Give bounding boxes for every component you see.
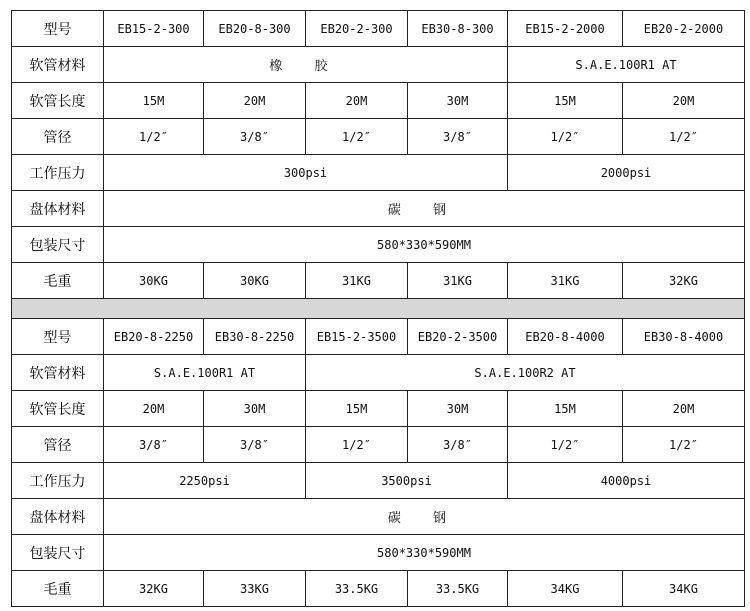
body-material-row: [12, 191, 745, 227]
body-material-label: 盘体材料: [12, 499, 104, 535]
hose-length-label: 软管长度: [12, 391, 104, 427]
diameter-label: 管径: [12, 427, 104, 463]
pressure-row: [12, 155, 745, 191]
hose-material-row: [12, 47, 745, 83]
diameter-cell: 3/8″: [204, 427, 306, 463]
spec-table-container: [11, 10, 744, 607]
hose-material-cell: 橡 胶: [104, 47, 508, 83]
diameter-cell: 3/8″: [204, 119, 306, 155]
separator-band: [12, 299, 745, 319]
hose-material-cell: S.A.E.100R1 AT: [104, 355, 306, 391]
diameter-cell: 1/2″: [306, 119, 408, 155]
gross-weight-cell: 34KG: [508, 571, 623, 607]
model-cell: EB15-2-3500: [306, 319, 408, 355]
model-cell: EB20-2-3500: [408, 319, 508, 355]
body-material-label: 盘体材料: [12, 191, 104, 227]
gross-weight-cell: 33.5KG: [306, 571, 408, 607]
hose-material-row: [12, 355, 745, 391]
gross-weight-cell: 31KG: [508, 263, 623, 299]
pressure-cell: 4000psi: [508, 463, 745, 499]
hose-length-cell: 15M: [104, 83, 204, 119]
model-cell: EB20-8-4000: [508, 319, 623, 355]
package-size-cell: 580*330*590MM: [104, 535, 745, 571]
model-label: 型号: [12, 319, 104, 355]
gross-weight-label: 毛重: [12, 571, 104, 607]
gross-weight-cell: 33.5KG: [408, 571, 508, 607]
body-material-cell: 碳 钢: [104, 499, 745, 535]
gross-weight-label: 毛重: [12, 263, 104, 299]
package-size-row: [12, 535, 745, 571]
model-cell: EB15-2-2000: [508, 11, 623, 47]
model-cell: EB20-2-2000: [623, 11, 745, 47]
diameter-row: [12, 119, 745, 155]
pressure-row: [12, 463, 745, 499]
model-cell: EB30-8-2250: [204, 319, 306, 355]
diameter-cell: 1/2″: [104, 119, 204, 155]
hose-length-cell: 30M: [408, 391, 508, 427]
model-cell: EB20-8-300: [204, 11, 306, 47]
hose-length-cell: 30M: [408, 83, 508, 119]
hose-length-cell: 20M: [623, 83, 745, 119]
model-label: 型号: [12, 11, 104, 47]
hose-length-row: [12, 391, 745, 427]
model-row: [12, 319, 745, 355]
hose-length-cell: 30M: [204, 391, 306, 427]
gross-weight-cell: 33KG: [204, 571, 306, 607]
gross-weight-cell: 30KG: [204, 263, 306, 299]
diameter-cell: 3/8″: [408, 427, 508, 463]
diameter-cell: 1/2″: [623, 427, 745, 463]
package-size-row: [12, 227, 745, 263]
hose-length-row: [12, 83, 745, 119]
gross-weight-cell: 31KG: [306, 263, 408, 299]
package-size-label: 包装尺寸: [12, 227, 104, 263]
model-row: [12, 11, 745, 47]
model-cell: EB20-2-300: [306, 11, 408, 47]
pressure-cell: 3500psi: [306, 463, 508, 499]
gross-weight-row: [12, 263, 745, 299]
model-cell: EB20-8-2250: [104, 319, 204, 355]
hose-length-cell: 20M: [204, 83, 306, 119]
hose-material-cell: S.A.E.100R2 AT: [306, 355, 745, 391]
gross-weight-row: [12, 571, 745, 607]
diameter-cell: 1/2″: [306, 427, 408, 463]
hose-length-label: 软管长度: [12, 83, 104, 119]
hose-length-cell: 20M: [623, 391, 745, 427]
model-cell: EB30-8-4000: [623, 319, 745, 355]
diameter-cell: 3/8″: [408, 119, 508, 155]
hose-material-label: 软管材料: [12, 355, 104, 391]
group-separator: [12, 299, 745, 319]
hose-length-cell: 15M: [306, 391, 408, 427]
hose-length-cell: 15M: [508, 83, 623, 119]
package-size-label: 包装尺寸: [12, 535, 104, 571]
hose-length-cell: 15M: [508, 391, 623, 427]
package-size-cell: 580*330*590MM: [104, 227, 745, 263]
diameter-label: 管径: [12, 119, 104, 155]
model-cell: EB15-2-300: [104, 11, 204, 47]
hose-material-label: 软管材料: [12, 47, 104, 83]
hose-length-cell: 20M: [306, 83, 408, 119]
gross-weight-cell: 32KG: [104, 571, 204, 607]
gross-weight-cell: 31KG: [408, 263, 508, 299]
diameter-cell: 3/8″: [104, 427, 204, 463]
diameter-cell: 1/2″: [623, 119, 745, 155]
pressure-label: 工作压力: [12, 463, 104, 499]
body-material-cell: 碳 钢: [104, 191, 745, 227]
diameter-row: [12, 427, 745, 463]
spec-table: [11, 10, 745, 607]
pressure-cell: 2250psi: [104, 463, 306, 499]
diameter-cell: 1/2″: [508, 427, 623, 463]
gross-weight-cell: 34KG: [623, 571, 745, 607]
model-cell: EB30-8-300: [408, 11, 508, 47]
hose-length-cell: 20M: [104, 391, 204, 427]
pressure-cell: 2000psi: [508, 155, 745, 191]
diameter-cell: 1/2″: [508, 119, 623, 155]
pressure-cell: 300psi: [104, 155, 508, 191]
hose-material-cell: S.A.E.100R1 AT: [508, 47, 745, 83]
gross-weight-cell: 30KG: [104, 263, 204, 299]
body-material-row: [12, 499, 745, 535]
pressure-label: 工作压力: [12, 155, 104, 191]
gross-weight-cell: 32KG: [623, 263, 745, 299]
